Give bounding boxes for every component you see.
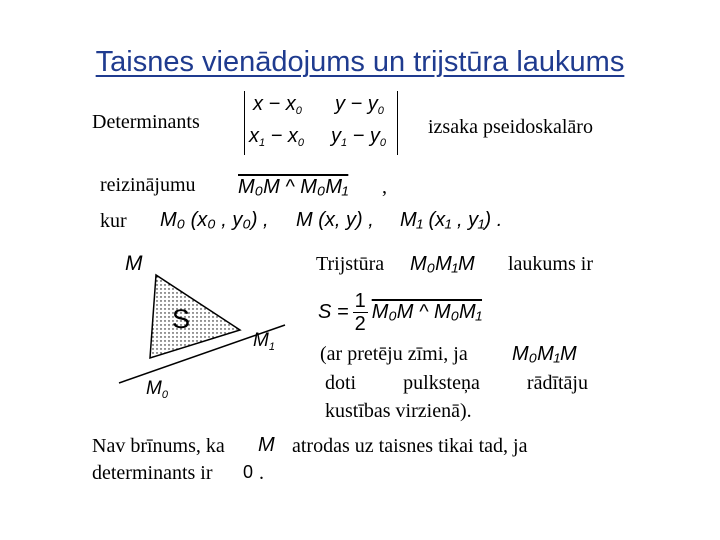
determinant-meaning: izsaka pseidoskalāro bbox=[428, 116, 593, 138]
sign-note-line1: (ar pretēju zīmi, ja bbox=[320, 343, 468, 365]
fraction-denominator: 2 bbox=[354, 312, 366, 335]
det-r1c1: $x - x_0$ bbox=[253, 93, 302, 117]
point-m-symbol: M bbox=[258, 434, 275, 456]
conclusion-line2: determinants ir bbox=[92, 462, 213, 484]
point-m-coords: M (x, y) , bbox=[296, 209, 374, 231]
figure-label-m0: $M_0$ bbox=[146, 378, 168, 401]
figure-label-m1: $M_1$ bbox=[253, 330, 275, 353]
conclusion-line1-end: atrodas uz taisnes tikai tad, ja bbox=[292, 435, 528, 457]
zero-symbol: 0 bbox=[243, 462, 254, 482]
page-title: Taisnes vienādojums un trijstūra laukums bbox=[95, 46, 625, 78]
sign-note-line2: doti pulksteņa rādītāju bbox=[325, 372, 588, 394]
sign-note-triangle: M₀M₁M bbox=[512, 343, 577, 365]
triangle-name: M₀M₁M bbox=[410, 253, 475, 275]
det-r1c2: $y - y_0$ bbox=[335, 93, 384, 117]
point-m0-coords: M₀ (x₀ , y₀) , bbox=[160, 209, 269, 231]
point-m1-coords: M₁ (x₁ , y₁) . bbox=[400, 209, 503, 231]
conclusion-period: . bbox=[259, 462, 264, 484]
sign-note-line3: kustības virzienā). bbox=[325, 400, 472, 422]
area-is-label: laukums ir bbox=[508, 253, 593, 275]
determinant-label: Determinants bbox=[92, 111, 200, 133]
area-lhs: S = bbox=[318, 300, 349, 323]
det-r2c1: $x_1 - x_0$ bbox=[249, 125, 305, 149]
fraction-numerator: 1 bbox=[354, 289, 366, 312]
pseudoscalar-expression: M₀M ^ M₀M₁ bbox=[238, 176, 349, 198]
conclusion-line1-start: Nav brīnums, ka bbox=[92, 435, 225, 457]
product-comma: , bbox=[382, 176, 387, 198]
area-rhs: M₀M ^ M₀M₁ bbox=[371, 300, 483, 323]
triangle-label: Trijstūra bbox=[316, 253, 385, 275]
figure-label-m: M bbox=[125, 252, 143, 275]
det-r2c2: $y_1 - y_0$ bbox=[331, 125, 387, 149]
product-label: reizinājumu bbox=[100, 174, 196, 196]
where-label: kur bbox=[100, 210, 127, 232]
figure-label-s: S bbox=[172, 304, 191, 334]
